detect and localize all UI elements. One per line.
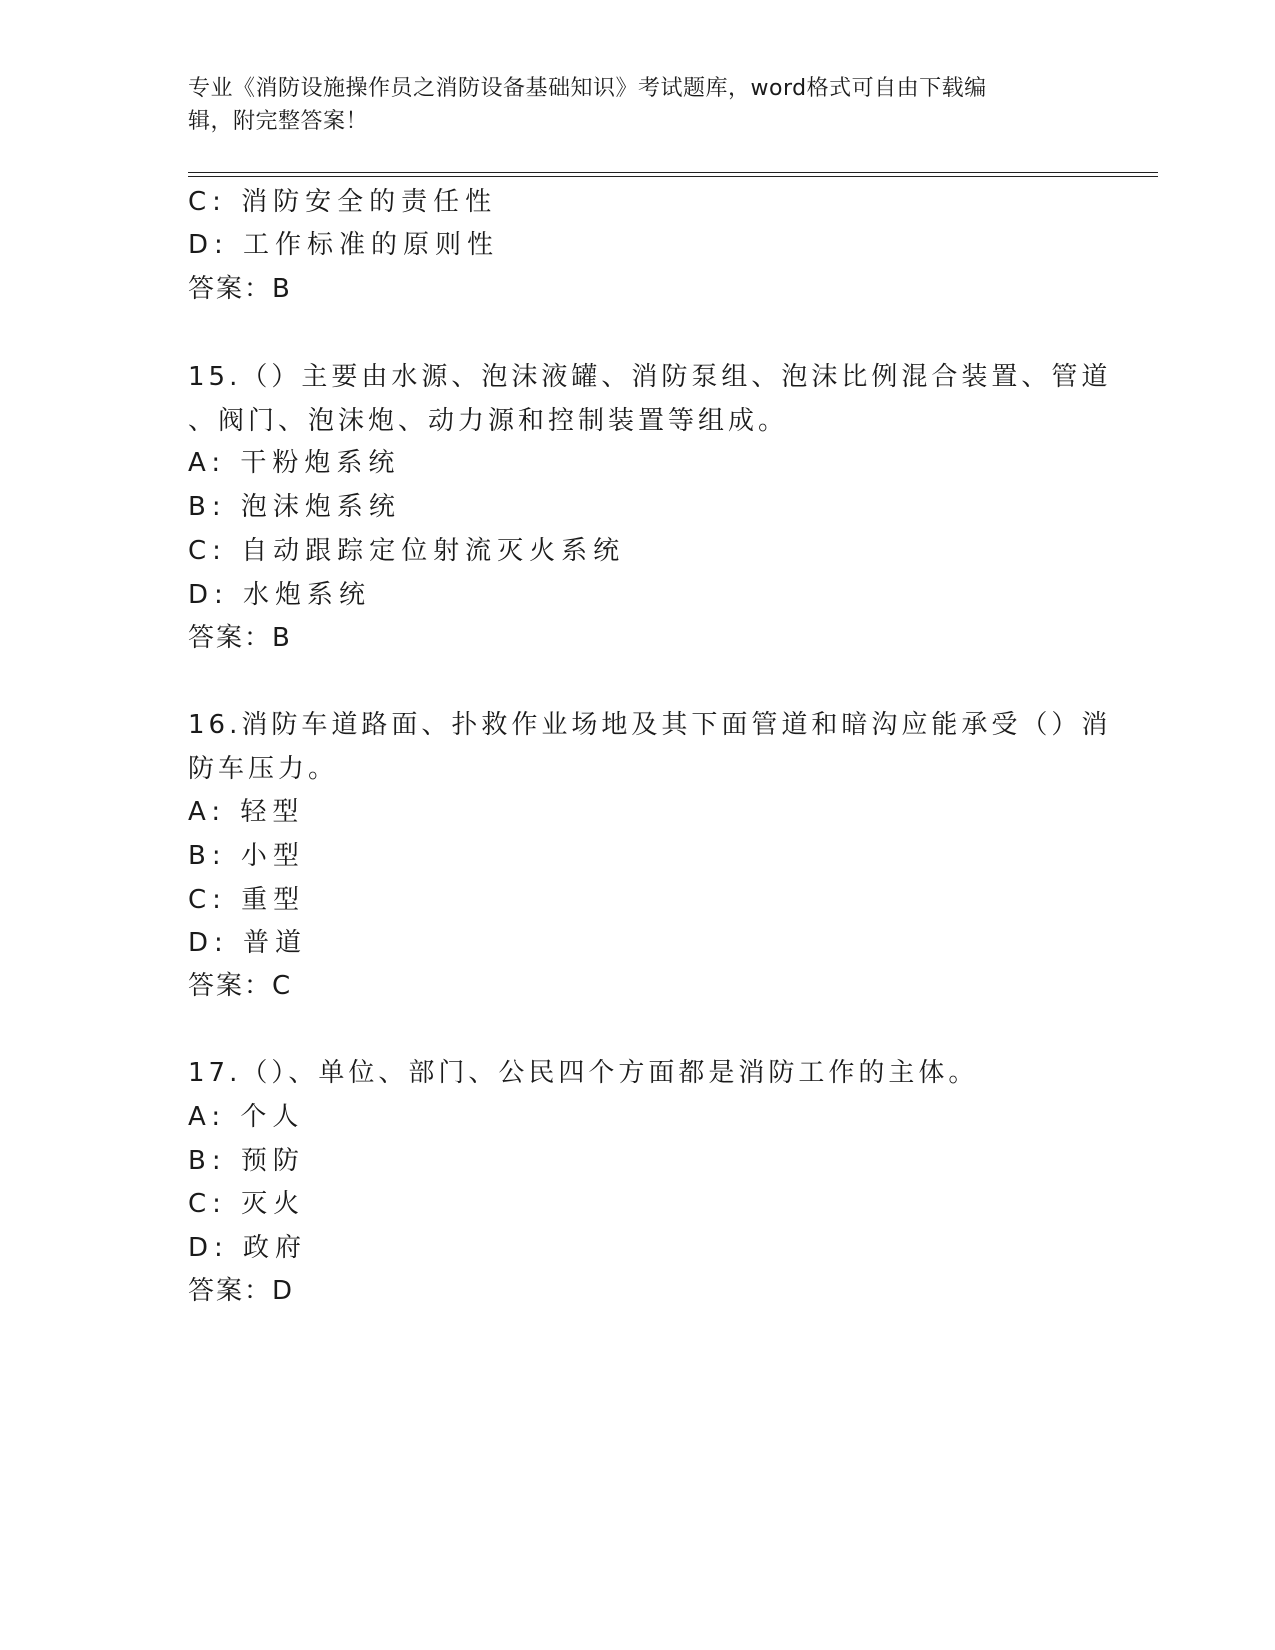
q14-option-d: D: 工作标准的原则性 — [188, 230, 500, 260]
q16-question-line-2: 防车压力。 — [188, 754, 339, 784]
q17-option-d: D: 政府 — [188, 1233, 308, 1263]
q14-answer: 答案：B — [188, 274, 292, 304]
q15-answer: 答案：B — [188, 623, 292, 653]
q14-option-c: C: 消防安全的责任性 — [188, 187, 498, 217]
q17-option-c: C: 灭火 — [188, 1189, 306, 1219]
q16-option-c: C: 重型 — [188, 885, 306, 915]
q16-option-b: B: 小型 — [188, 841, 305, 871]
q16-option-d: D: 普道 — [188, 928, 308, 958]
header-rule-bottom — [188, 176, 1158, 177]
document-header — [188, 72, 1088, 138]
q17-question-line-1: 17.（）、单位、部门、公民四个方面都是消防工作的主体。 — [188, 1058, 979, 1088]
header-rule-top — [188, 172, 1158, 173]
q15-option-b: B: 泡沫炮系统 — [188, 492, 401, 522]
q15-question-line-1: 15.（）主要由水源、泡沫液罐、消防泵组、泡沫比例混合装置、管道 — [188, 362, 1112, 392]
q17-option-b: B: 预防 — [188, 1146, 305, 1176]
q17-option-a: A: 个人 — [188, 1102, 305, 1132]
q15-option-c: C: 自动跟踪定位射流灭火系统 — [188, 536, 626, 566]
q15-option-a: A: 干粉炮系统 — [188, 448, 401, 478]
q16-answer: 答案：C — [188, 971, 293, 1001]
q16-option-a: A: 轻型 — [188, 797, 305, 827]
header-title-line-2: 辑，附完整答案！ — [188, 109, 369, 134]
header-title-line-1: 专业《消防设施操作员之消防设备基础知识》考试题库，word格式可自由下载编 — [188, 76, 987, 101]
q15-question-line-2: 、阀门、泡沫炮、动力源和控制装置等组成。 — [188, 406, 789, 436]
q16-question-line-1: 16.消防车道路面、扑救作业场地及其下面管道和暗沟应能承受（）消 — [188, 710, 1112, 740]
q17-answer: 答案：D — [188, 1276, 295, 1306]
q15-option-d: D: 水炮系统 — [188, 580, 372, 610]
